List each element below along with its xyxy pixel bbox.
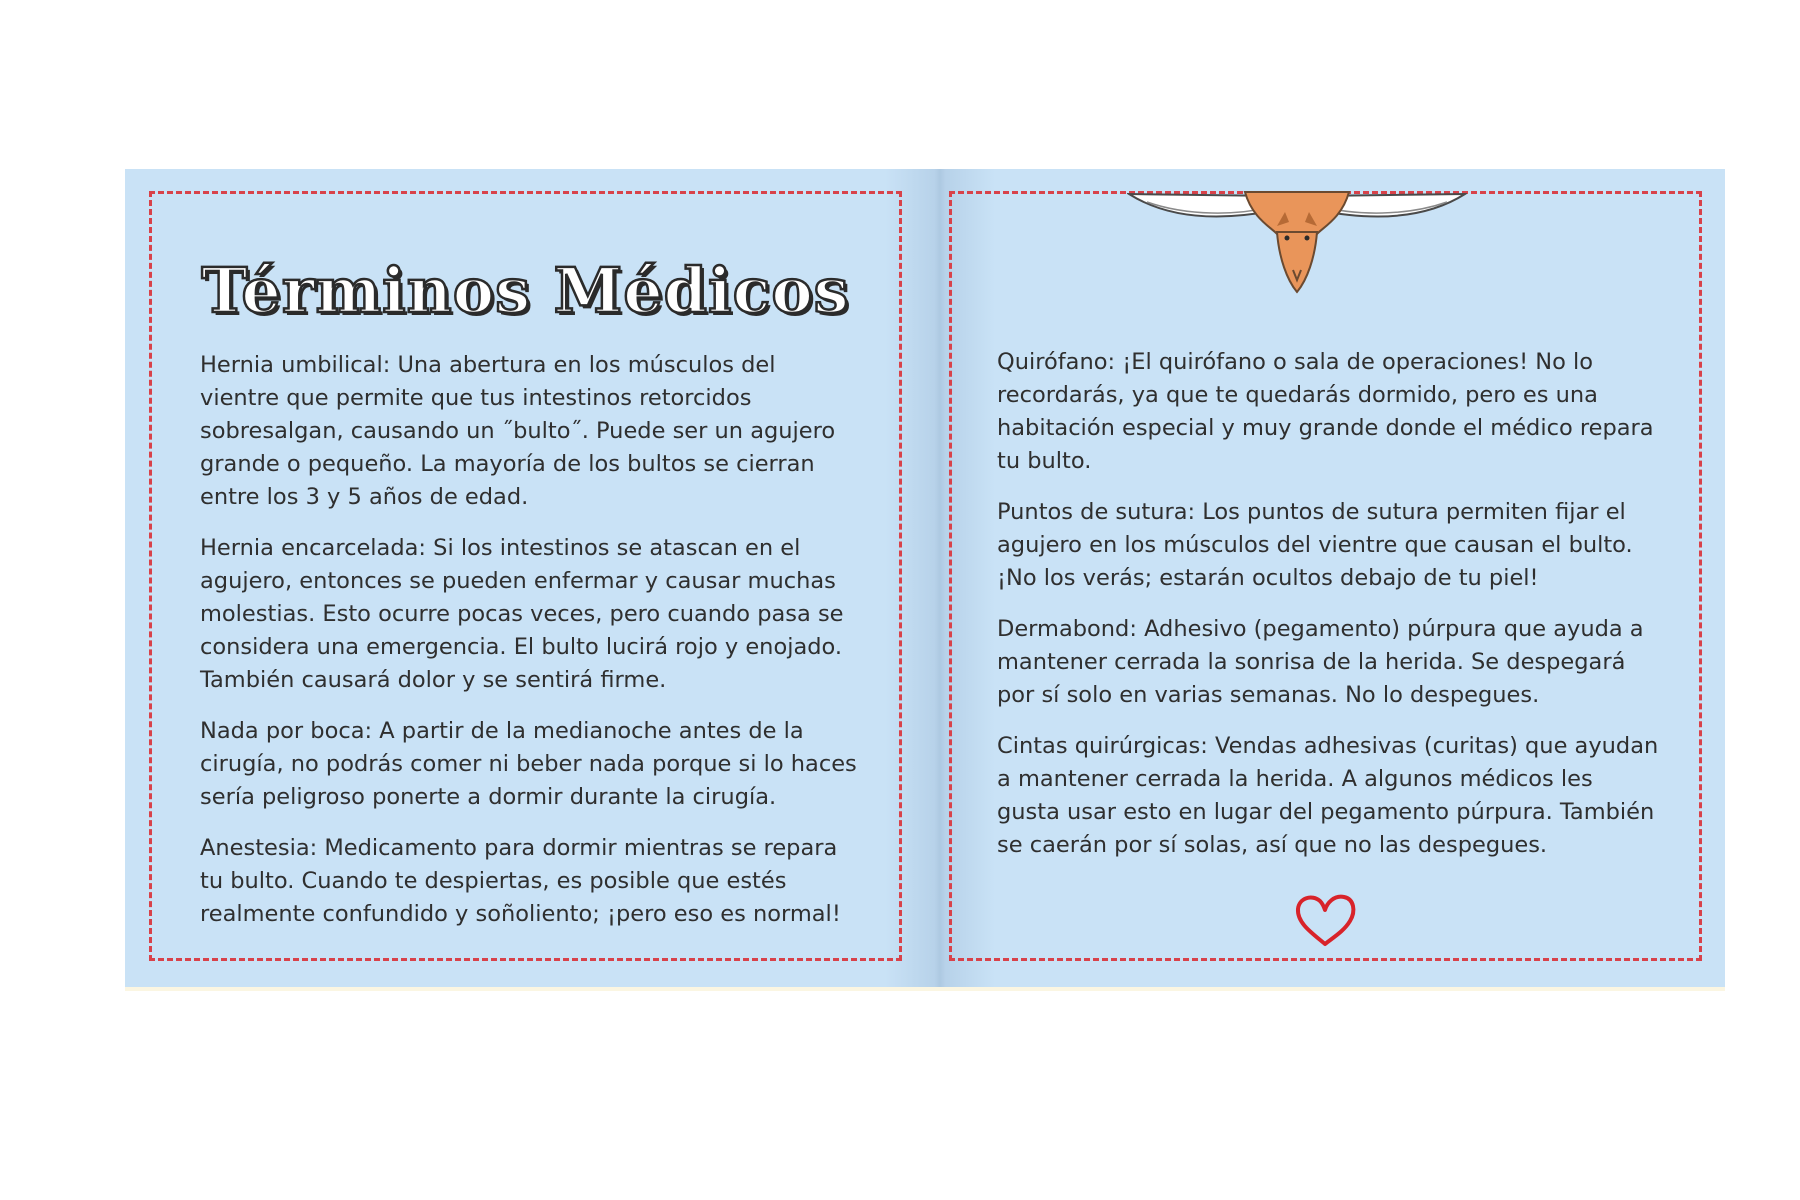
term-definition: Si los intestinos se atascan en el agujero, entonces se pueden enfermar y causar muchas molestias. Esto ocurre pocas veces, pero cuando pasa se considera una emergencia. El bulto lucirá rojo y enojado. También causará dolor y se sentirá firme. bbox=[200, 535, 844, 693]
term-definition: Los puntos de sutura permiten fijar el agujero en los músculos del vientre que causan el bulto. ¡No los verás; estarán ocultos debajo de tu piel! bbox=[997, 499, 1633, 591]
term-quirofano bbox=[997, 346, 1661, 478]
term-name: Hernia umbilical: bbox=[200, 352, 391, 378]
term-definition: Medicamento para dormir mientras se repara tu bulto. Cuando te despiertas, es posible que estés realmente confundido y soñoliento; ¡pero eso es normal! bbox=[200, 835, 841, 927]
heart-icon bbox=[1292, 891, 1358, 949]
term-puntos-de-sutura bbox=[997, 496, 1661, 595]
right-terms-list bbox=[997, 346, 1661, 880]
left-terms-list bbox=[200, 349, 859, 949]
term-name: Puntos de sutura: bbox=[997, 499, 1196, 525]
term-nada-por-boca bbox=[200, 715, 859, 814]
term-anestesia bbox=[200, 832, 859, 931]
bat-illustration bbox=[1127, 188, 1467, 298]
term-name: Dermabond: bbox=[997, 616, 1137, 642]
term-definition: A partir de la medianoche antes de la cirugía, no podrás comer ni beber nada porque si lo haces sería peligroso ponerte a dormir durante la cirugía. bbox=[200, 718, 857, 810]
term-name: Hernia encarcelada: bbox=[200, 535, 426, 561]
term-definition: Una abertura en los músculos del vientre que permite que tus intestinos retorcidos sobresalgan, causando un ˝bulto˝. Puede ser un agujero grande o pequeño. La mayoría de los bultos se cierran entre los 3 y 5 años de edad. bbox=[200, 352, 836, 510]
term-definition: Vendas adhesivas (curitas) que ayudan a mantener cerrada la herida. A algunos médicos les gusta usar esto en lugar del pegamento púrpura. También se caerán por sí solas, así que no las despegues. bbox=[997, 733, 1659, 858]
term-name: Quirófano: bbox=[997, 349, 1116, 375]
page-title: Términos Médicos bbox=[201, 254, 850, 327]
right-page bbox=[949, 191, 1702, 961]
book-spread bbox=[125, 169, 1725, 991]
term-dermabond bbox=[997, 613, 1661, 712]
left-page bbox=[149, 191, 902, 961]
term-definition: ¡El quirófano o sala de operaciones! No lo recordarás, ya que te quedarás dormido, pero es una habitación especial y muy grande donde el médico repara tu bulto. bbox=[997, 349, 1654, 474]
term-hernia-encarcelada bbox=[200, 532, 859, 697]
term-hernia-umbilical bbox=[200, 349, 859, 514]
term-cintas-quirurgicas bbox=[997, 730, 1661, 862]
term-name: Anestesia: bbox=[200, 835, 318, 861]
term-name: Cintas quirúrgicas: bbox=[997, 733, 1208, 759]
term-name: Nada por boca: bbox=[200, 718, 373, 744]
term-definition: Adhesivo (pegamento) púrpura que ayuda a mantener cerrada la sonrisa de la herida. Se despegará por sí solo en varias semanas. No lo despegues. bbox=[997, 616, 1644, 708]
